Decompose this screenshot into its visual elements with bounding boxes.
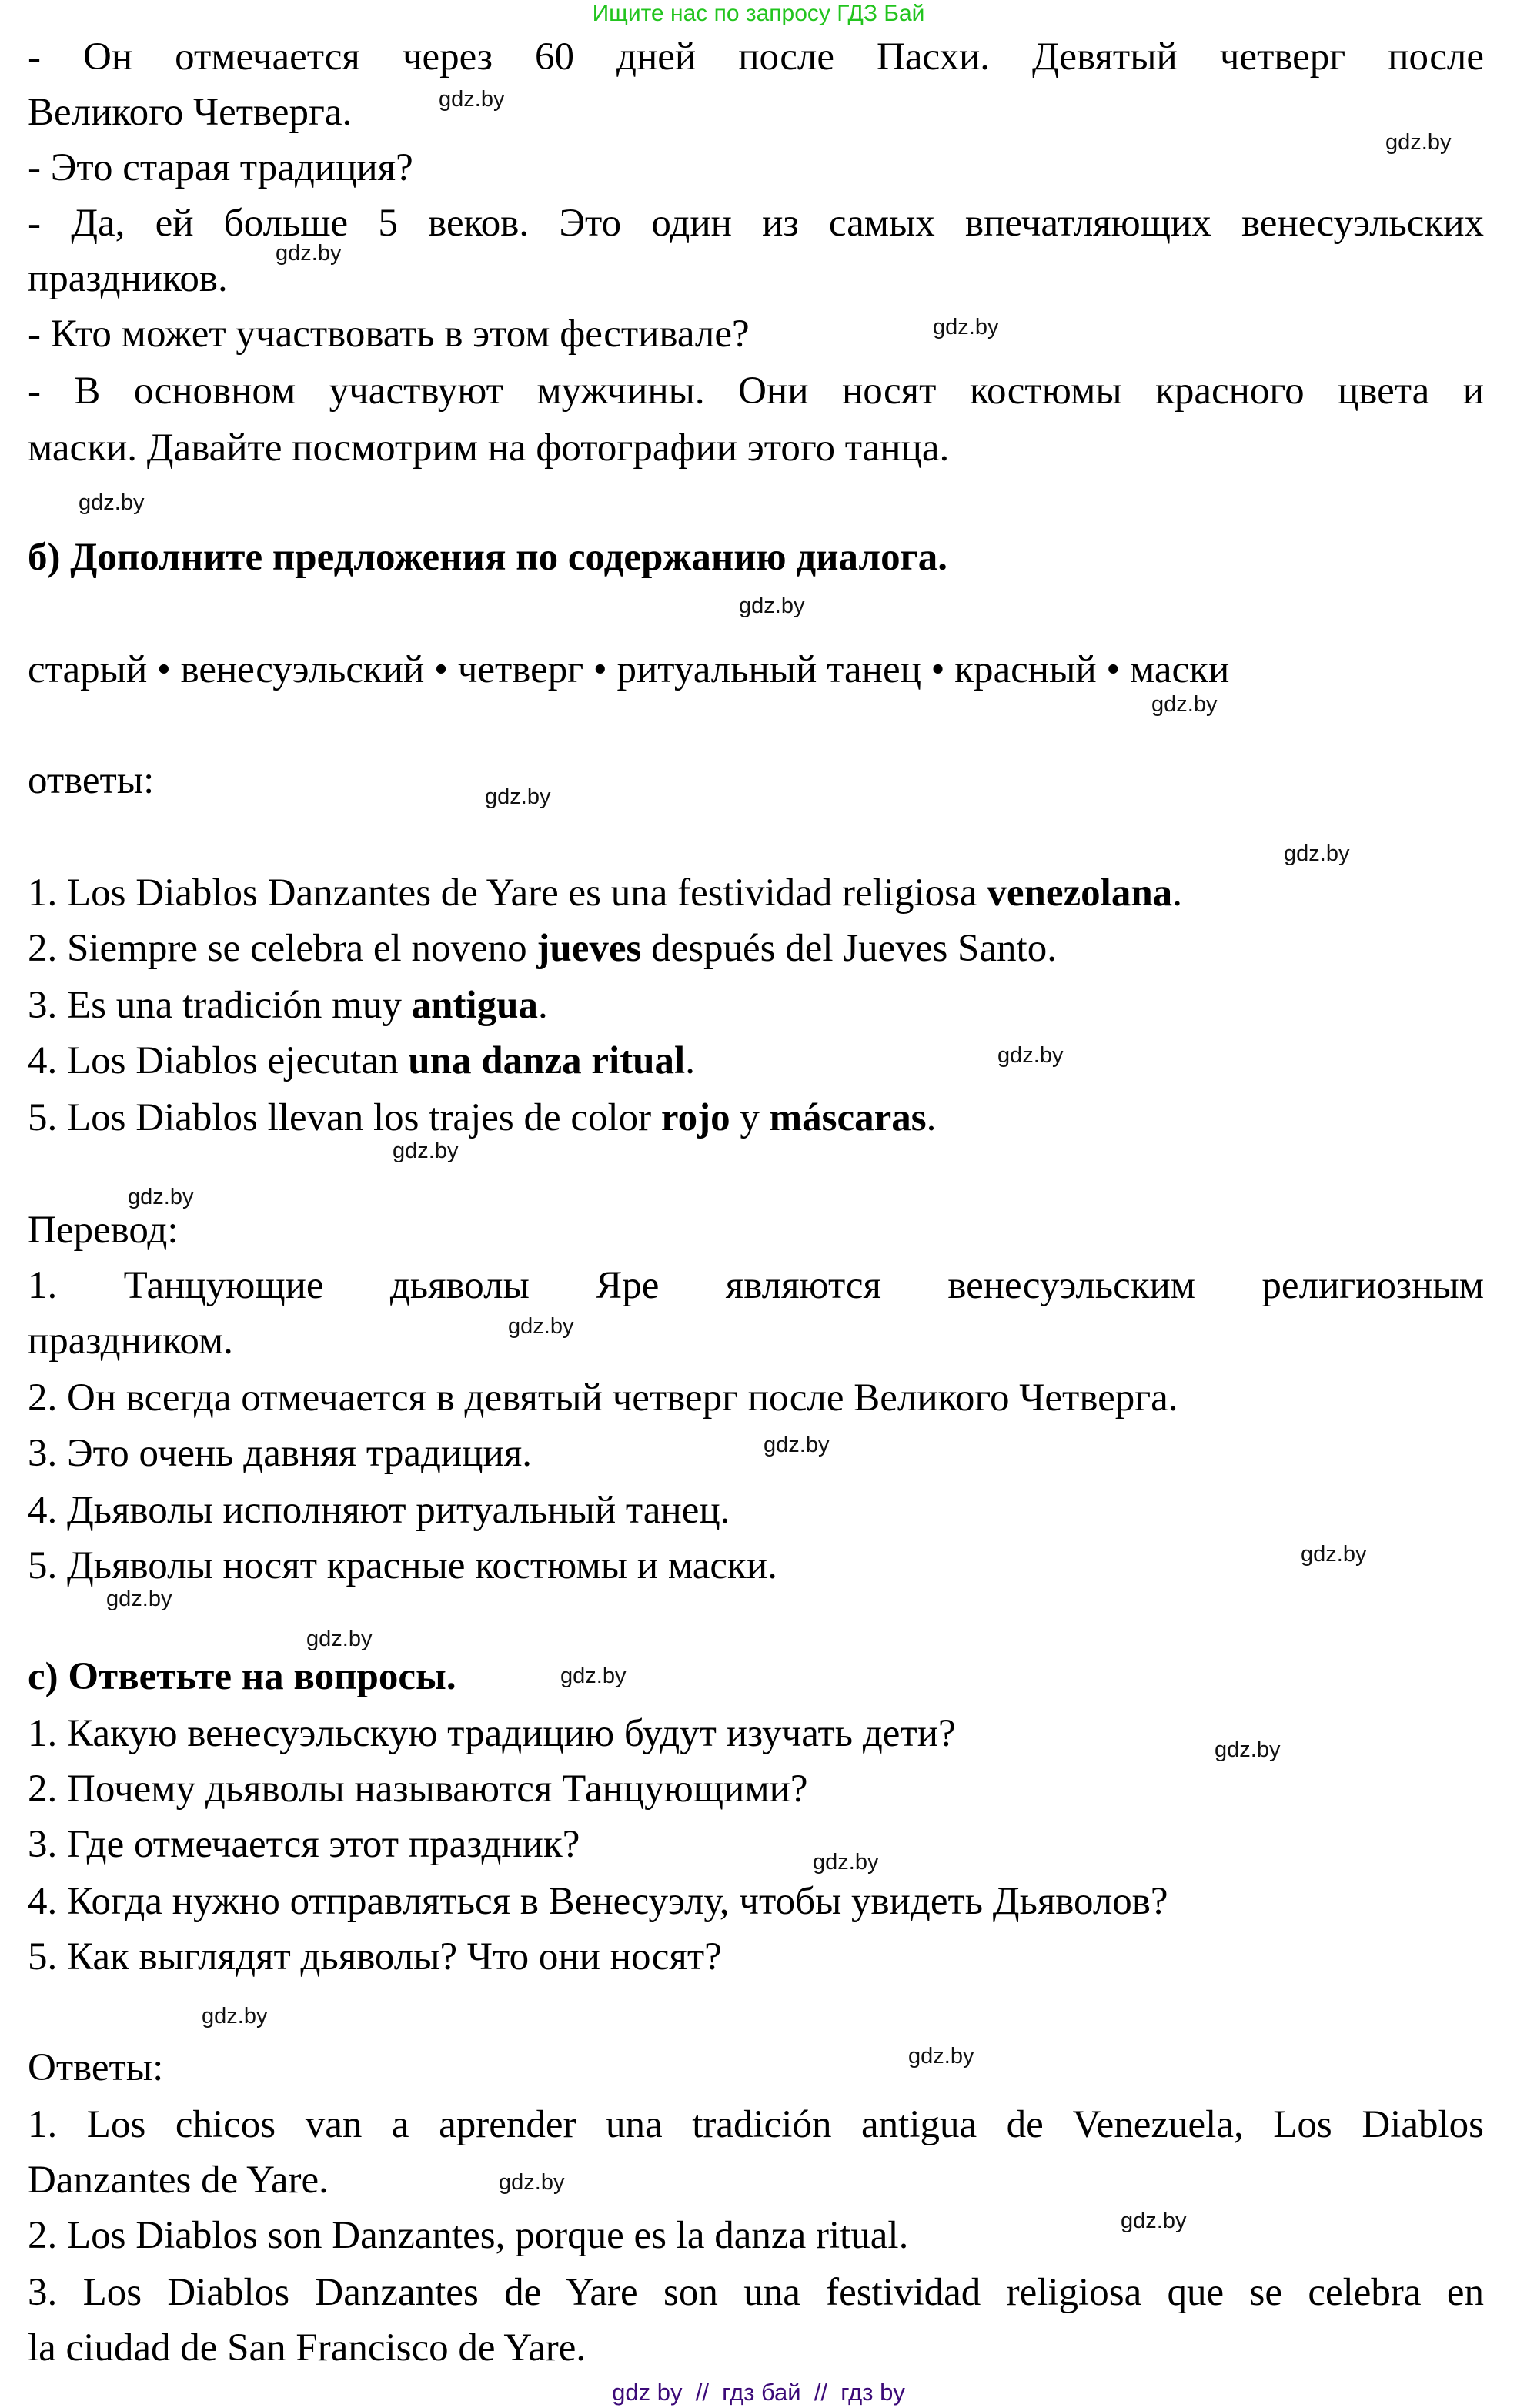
section-c-title: с) Ответьте на вопросы. xyxy=(28,1655,456,1698)
watermark: gdz.by xyxy=(1284,841,1350,866)
answers-label-c: Ответы: xyxy=(28,2046,164,2089)
translation-line: 3. Это очень давняя традиция. xyxy=(28,1432,533,1475)
question-line: 2. Почему дьяволы называются Танцующими? xyxy=(28,1768,808,1811)
answer-word: una danza ritual xyxy=(408,1039,686,1082)
answer-text: 4. Los Diablos ejecutan xyxy=(28,1039,409,1082)
answer-text: después del Jueves Santo. xyxy=(641,927,1057,970)
answer-line: 3. Los Diablos Danzantes de Yare son una festividad religiosa que se celebra en xyxy=(28,2271,1484,2314)
section-b-title: б) Дополните предложения по содержанию диалога. xyxy=(28,536,947,579)
word-bank: старый • венесуэльский • четверг • ритуальный танец • красный • маски xyxy=(28,648,1230,691)
answer-text: . xyxy=(537,984,548,1027)
answer-word: jueves xyxy=(536,927,642,970)
answer-text: y xyxy=(730,1096,770,1139)
watermark: gdz.by xyxy=(739,594,805,618)
dialogue-line: - Он отмечается через 60 дней после Пасхи. Девятый четверг после xyxy=(28,35,1484,79)
answer-text: 1. Los Diablos Danzantes de Yare es una festividad religiosa xyxy=(28,871,987,915)
watermark: gdz.by xyxy=(508,1314,574,1339)
watermark: gdz.by xyxy=(393,1139,459,1163)
dialogue-line: - Да, ей больше 5 веков. Это один из самых впечатляющих венесуэльских xyxy=(28,202,1484,245)
translation-line: 5. Дьяволы носят красные костюмы и маски. xyxy=(28,1544,777,1587)
answer-text: 2. Siempre se celebra el noveno xyxy=(28,927,537,970)
watermark: gdz.by xyxy=(106,1587,172,1611)
watermark: gdz.by xyxy=(485,784,551,809)
watermark: gdz.by xyxy=(306,1627,373,1651)
translation-line: 4. Дьяволы исполняют ритуальный танец. xyxy=(28,1489,730,1532)
dialogue-line: - Кто может участвовать в этом фестивале? xyxy=(28,313,750,356)
answer-text: . xyxy=(926,1096,937,1139)
answer-word: máscaras xyxy=(769,1096,927,1139)
answer-line: Danzantes de Yare. xyxy=(28,2159,329,2202)
answer-line xyxy=(28,1038,1484,1084)
answer-text: 5. Los Diablos llevan los trajes de color xyxy=(28,1096,661,1139)
watermark: gdz.by xyxy=(499,2170,565,2195)
answer-line: la ciudad de San Francisco de Yare. xyxy=(28,2326,586,2370)
question-line: 1. Какую венесуэльскую традицию будут изучать дети? xyxy=(28,1712,956,1755)
translation-line: праздником. xyxy=(28,1319,233,1363)
answer-text: . xyxy=(1172,871,1182,915)
watermark: gdz.by xyxy=(276,241,342,266)
watermark: gdz.by xyxy=(764,1433,830,1457)
watermark: gdz.by xyxy=(202,2004,268,2028)
watermark: gdz.by xyxy=(933,315,999,339)
dialogue-line: маски. Давайте посмотрим на фотографии этого танца. xyxy=(28,426,950,470)
answer-word: antigua xyxy=(411,984,538,1027)
watermark: gdz.by xyxy=(908,2044,974,2069)
watermark: gdz.by xyxy=(79,490,145,515)
answer-line: 2. Los Diablos son Danzantes, porque es la danza ritual. xyxy=(28,2214,909,2257)
watermark: gdz.by xyxy=(1385,130,1452,155)
answer-text: . xyxy=(685,1039,695,1082)
dialogue-line: Великого Четверга. xyxy=(28,91,353,134)
answer-line xyxy=(28,870,1484,916)
dialogue-line: - В основном участвуют мужчины. Они носят костюмы красного цвета и xyxy=(28,370,1484,413)
watermark: gdz.by xyxy=(1121,2209,1187,2233)
answer-word: venezolana xyxy=(987,871,1173,915)
answer-line xyxy=(28,1095,1484,1141)
question-line: 3. Где отмечается этот праздник? xyxy=(28,1823,580,1866)
dialogue-line: праздников. xyxy=(28,257,228,300)
watermark: gdz.by xyxy=(560,1664,627,1688)
question-line: 5. Как выглядят дьяволы? Что они носят? xyxy=(28,1935,722,1978)
watermark: gdz.by xyxy=(439,87,505,112)
watermark: gdz.by xyxy=(813,1850,879,1875)
answer-line xyxy=(28,925,1484,972)
answer-line: 1. Los chicos van a aprender una tradición antigua de Venezuela, Los Diablos xyxy=(28,2103,1484,2146)
translation-line: 1. Танцующие дьяволы Яре являются венесуэльским религиозным xyxy=(28,1264,1484,1307)
answer-text: 3. Es una tradición muy xyxy=(28,984,412,1027)
question-line: 4. Когда нужно отправляться в Венесуэлу, чтобы увидеть Дьяволов? xyxy=(28,1880,1168,1923)
watermark: gdz.by xyxy=(1151,692,1218,717)
watermark: gdz.by xyxy=(128,1185,194,1209)
dialogue-line: - Это старая традиция? xyxy=(28,146,413,189)
translation-line: 2. Он всегда отмечается в девятый четверг после Великого Четверга. xyxy=(28,1376,1178,1420)
answers-label: ответы: xyxy=(28,759,155,802)
answer-word: rojo xyxy=(660,1096,730,1139)
watermark: gdz.by xyxy=(1301,1542,1367,1567)
translation-label: Перевод: xyxy=(28,1209,179,1252)
footer-links[interactable]: gdz by // гдз бай // гдз by xyxy=(612,2379,905,2406)
search-banner[interactable]: Ищите нас по запросу ГДЗ Бай xyxy=(592,1,925,26)
watermark: gdz.by xyxy=(997,1043,1064,1068)
watermark: gdz.by xyxy=(1215,1737,1281,1762)
answer-line xyxy=(28,982,1484,1028)
